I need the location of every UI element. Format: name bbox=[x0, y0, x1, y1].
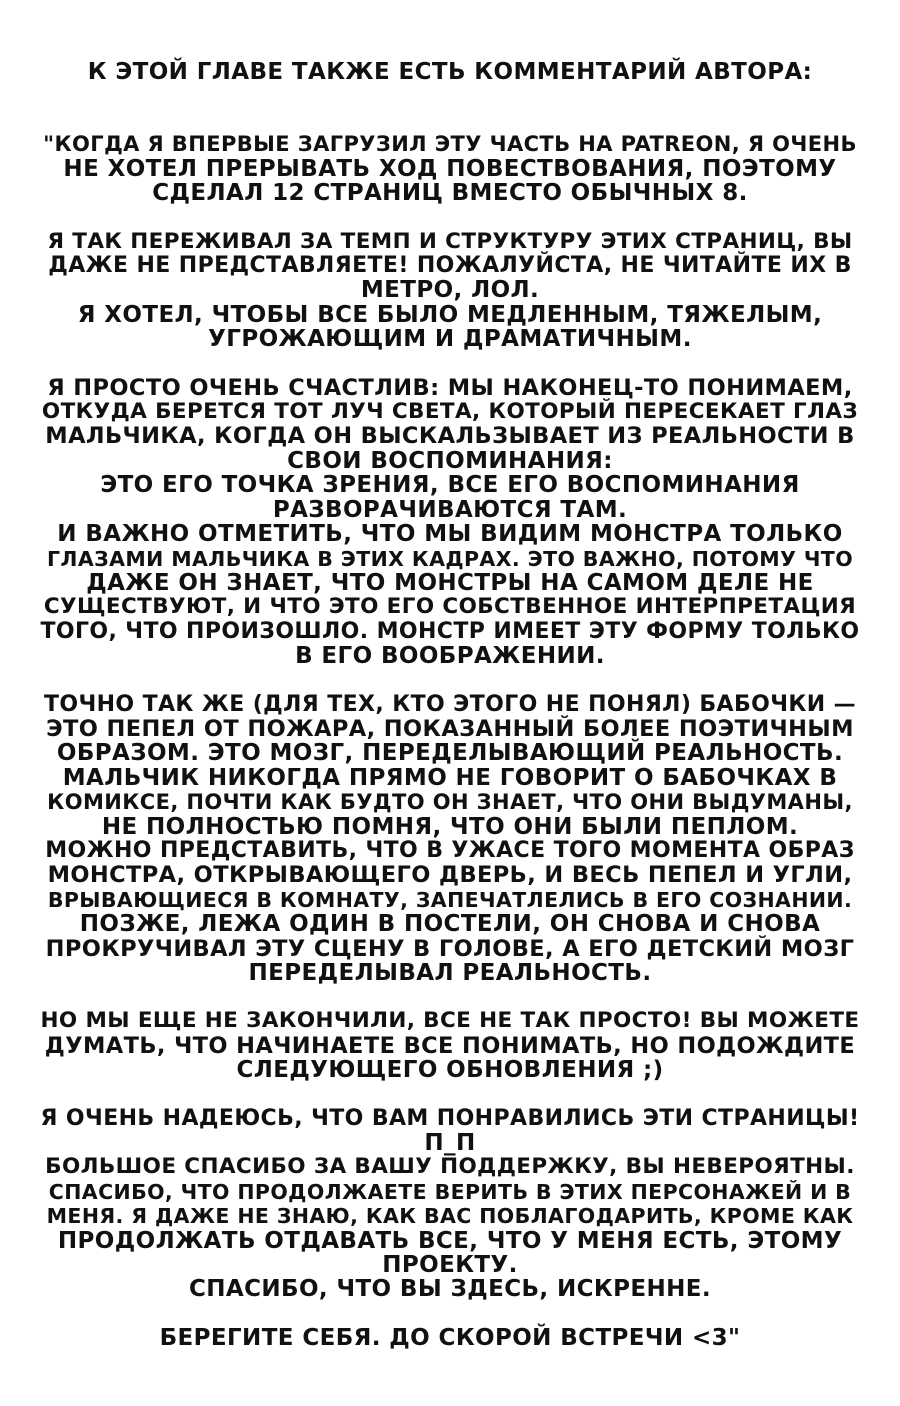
text-line: ТОЧНО ТАК ЖЕ (ДЛЯ ТЕХ, КТО ЭТОГО НЕ ПОНЯЛ) БАБОЧКИ — bbox=[43, 691, 857, 717]
text-line: ПРОДОЛЖАТЬ ОТДАВАТЬ ВСЕ, ЧТО У МЕНЯ ЕСТЬ, ЭТОМУ bbox=[57, 1227, 843, 1254]
text-line: УГРОЖАЮЩИМ И ДРАМАТИЧНЫМ. bbox=[208, 326, 692, 353]
text-line: Я ПРОСТО ОЧЕНЬ СЧАСТЛИВ: МЫ НАКОНЕЦ-ТО ПОНИМАЕМ, bbox=[47, 374, 853, 401]
paragraph-gap bbox=[40, 206, 860, 230]
paragraph bbox=[40, 132, 860, 205]
text-line: МОЖНО ПРЕДСТАВИТЬ, ЧТО В УЖАСЕ ТОГО МОМЕНТА ОБРАЗ bbox=[45, 837, 855, 863]
text-line: РАЗВОРАЧИВАЮТСЯ ТАМ. bbox=[272, 496, 628, 523]
text-line: НЕ ХОТЕЛ ПРЕРЫВАТЬ ХОД ПОВЕСТВОВАНИЯ, ПОЭТОМУ bbox=[63, 155, 837, 182]
text-line: НЕ ПОЛНОСТЬЮ ПОМНЯ, ЧТО ОНИ БЫЛИ ПЕПЛОМ. bbox=[101, 813, 799, 840]
text-line: ВРЫВАЮЩИЕСЯ В КОМНАТУ, ЗАПЕЧАТЛЕЛИСЬ В ЕГО СОЗНАНИИ. bbox=[47, 887, 853, 912]
text-line: ТОГО, ЧТО ПРОИЗОШЛО. МОНСТР ИМЕЕТ ЭТУ ФОРМУ ТОЛЬКО bbox=[40, 618, 860, 644]
comment-body bbox=[40, 132, 860, 1350]
text-line: Я ХОТЕЛ, ЧТОБЫ ВСЕ БЫЛО МЕДЛЕННЫМ, ТЯЖЕЛЫМ, bbox=[77, 301, 823, 328]
paragraph bbox=[40, 1009, 860, 1082]
page-heading: К ЭТОЙ ГЛАВЕ ТАКЖЕ ЕСТЬ КОММЕНТАРИЙ АВТОРА: bbox=[87, 59, 813, 85]
paragraph-gap bbox=[40, 669, 860, 693]
paragraph bbox=[40, 1326, 860, 1350]
text-line: И ВАЖНО ОТМЕТИТЬ, ЧТО МЫ ВИДИМ МОНСТРА ТОЛЬКО bbox=[57, 521, 843, 548]
text-line: ЭТО ЕГО ТОЧКА ЗРЕНИЯ, ВСЕ ЕГО ВОСПОМИНАНИЯ bbox=[100, 472, 800, 499]
text-line: ПРОКРУЧИВАЛ ЭТУ СЦЕНУ В ГОЛОВЕ, А ЕГО ДЕТСКИЙ МОЗГ bbox=[45, 935, 855, 962]
text-line: ДАЖЕ ОН ЗНАЕТ, ЧТО МОНСТРЫ НА САМОМ ДЕЛЕ НЕ bbox=[86, 569, 814, 596]
text-line: БОЛЬШОЕ СПАСИБО ЗА ВАШУ ПОДДЕРЖКУ, ВЫ НЕВЕРОЯТНЫ. bbox=[45, 1154, 855, 1180]
paragraph bbox=[40, 1107, 860, 1302]
paragraph-gap bbox=[40, 985, 860, 1009]
paragraph bbox=[40, 693, 860, 986]
paragraph-gap bbox=[40, 352, 860, 376]
text-line: "КОГДА Я ВПЕРВЫЕ ЗАГРУЗИЛ ЭТУ ЧАСТЬ НА PATREON, Я ОЧЕНЬ bbox=[43, 132, 857, 157]
text-line: МАЛЬЧИКА, КОГДА ОН ВЫСКАЛЬЗЫВАЕТ ИЗ РЕАЛЬНОСТИ В bbox=[45, 423, 855, 450]
text-line: СВОИ ВОСПОМИНАНИЯ: bbox=[287, 447, 613, 474]
text-line: Я ТАК ПЕРЕЖИВАЛ ЗА ТЕМП И СТРУКТУРУ ЭТИХ СТРАНИЦ, ВЫ bbox=[47, 228, 853, 254]
spacer bbox=[40, 84, 860, 132]
text-line: МАЛЬЧИК НИКОГДА ПРЯМО НЕ ГОВОРИТ О БАБОЧКАХ В bbox=[62, 764, 838, 791]
text-line: СУЩЕСТВУЮТ, И ЧТО ЭТО ЕГО СОБСТВЕННОЕ ИНТЕРПРЕТАЦИЯ bbox=[43, 594, 857, 620]
paragraph bbox=[40, 230, 860, 352]
text-line: МОНСТРА, ОТКРЫВАЮЩЕГО ДВЕРЬ, И ВЕСЬ ПЕПЕЛ И УГЛИ, bbox=[47, 862, 853, 889]
text-line: КОМИКСЕ, ПОЧТИ КАК БУДТО ОН ЗНАЕТ, ЧТО ОНИ ВЫДУМАНЫ, bbox=[47, 790, 853, 815]
text-line: ПЕРЕДЕЛЫВАЛ РЕАЛЬНОСТЬ. bbox=[248, 960, 652, 986]
text-line: МЕНЯ. Я ДАЖЕ НЕ ЗНАЮ, КАК ВАС ПОБЛАГОДАРИТЬ, КРОМЕ КАК bbox=[46, 1204, 854, 1229]
text-line: ДУМАТЬ, ЧТО НАЧИНАЕТЕ ВСЕ ПОНИМАТЬ, НО ПОДОЖДИТЕ bbox=[44, 1032, 856, 1059]
paragraph bbox=[40, 376, 860, 669]
text-line: П_П bbox=[424, 1130, 476, 1157]
text-line: ЭТО ПЕПЕЛ ОТ ПОЖАРА, ПОКАЗАННЫЙ БОЛЕЕ ПОЭТИЧНЫМ bbox=[46, 715, 854, 742]
text-line: СДЕЛАЛ 12 СТРАНИЦ ВМЕСТО ОБЫЧНЫХ 8. bbox=[152, 180, 748, 207]
text-line: Я ОЧЕНЬ НАДЕЮСЬ, ЧТО ВАМ ПОНРАВИЛИСЬ ЭТИ СТРАНИЦЫ! bbox=[40, 1105, 860, 1131]
text-line: НО МЫ ЕЩЕ НЕ ЗАКОНЧИЛИ, ВСЕ НЕ ТАК ПРОСТО! ВЫ МОЖЕТЕ bbox=[40, 1008, 860, 1034]
text-line: СЛЕДУЮЩЕГО ОБНОВЛЕНИЯ ;) bbox=[236, 1057, 664, 1084]
text-line: ГЛАЗАМИ МАЛЬЧИКА В ЭТИХ КАДРАХ. ЭТО ВАЖНО, ПОТОМУ ЧТО bbox=[46, 546, 854, 571]
text-line: В ЕГО ВООБРАЖЕНИИ. bbox=[295, 643, 605, 670]
text-line: БЕРЕГИТЕ СЕБЯ. ДО СКОРОЙ ВСТРЕЧИ <3" bbox=[159, 1324, 741, 1351]
paragraph-gap bbox=[40, 1083, 860, 1107]
text-line: СПАСИБО, ЧТО ПРОДОЛЖАЕТЕ ВЕРИТЬ В ЭТИХ ПЕРСОНАЖЕЙ И В bbox=[48, 1179, 852, 1204]
text-line: ДАЖЕ НЕ ПРЕДСТАВЛЯЕТЕ! ПОЖАЛУЙСТА, НЕ ЧИТАЙТЕ ИХ В bbox=[48, 253, 852, 279]
text-line: СПАСИБО, ЧТО ВЫ ЗДЕСЬ, ИСКРЕННЕ. bbox=[188, 1276, 712, 1303]
text-line: ПРОЕКТУ. bbox=[382, 1252, 518, 1279]
text-line: ОТКУДА БЕРЕТСЯ ТОТ ЛУЧ СВЕТА, КОТОРЫЙ ПЕРЕСЕКАЕТ ГЛАЗ bbox=[41, 399, 859, 425]
text-line: МЕТРО, ЛОЛ. bbox=[360, 277, 540, 304]
text-line: ОБРАЗОМ. ЭТО МОЗГ, ПЕРЕДЕЛЫВАЮЩИЙ РЕАЛЬНОСТЬ. bbox=[56, 740, 844, 767]
paragraph-gap bbox=[40, 1302, 860, 1326]
text-line: ПОЗЖЕ, ЛЕЖА ОДИН В ПОСТЕЛИ, ОН СНОВА И СНОВА bbox=[79, 911, 821, 938]
